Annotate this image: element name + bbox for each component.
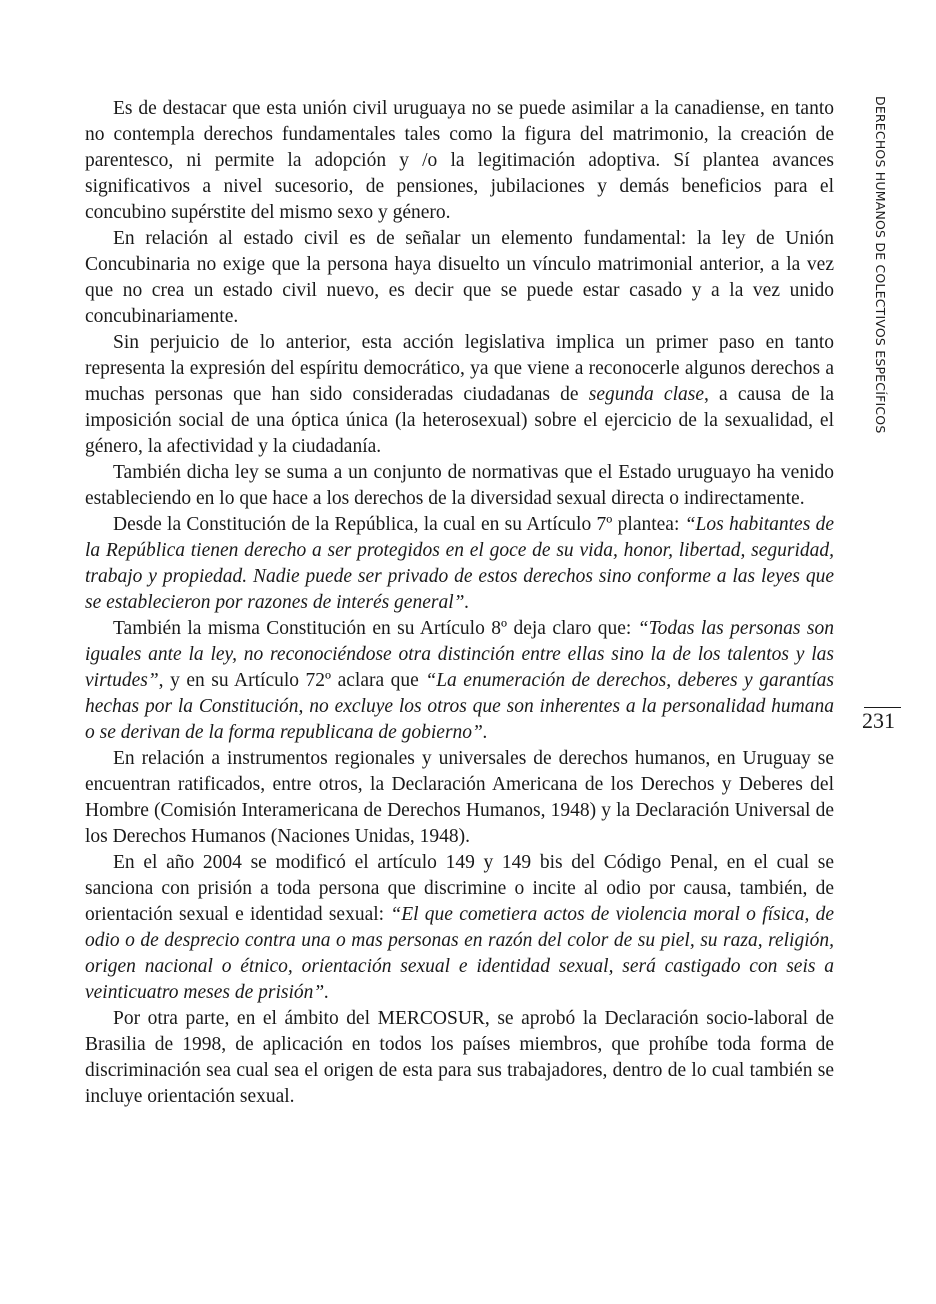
quotation: “La enumeración de derechos, deberes y garantías hechas por la Constitución, no excluye los otros que son inherentes a la personalidad humana o se derivan de la forma republicana de gobierno”.: [85, 670, 834, 743]
quotation: “Los habitantes de la República tienen derecho a ser protegidos en el goce de su vida, honor, libertad, seguridad, trabajo y propiedad. Nadie puede ser privado de estos derechos sino conforme a las leyes que se establecieron por razones de interés general”.: [85, 514, 834, 613]
page-number: 231: [862, 708, 895, 733]
running-head: DERECHOS HUMANOS DE COLECTIVOS ESPECÍFICOS: [873, 96, 888, 434]
paragraph: Sin perjuicio de lo anterior, esta acción legislativa implica un primer paso en tanto representa la expresión del espíritu democrático, ya que viene a reconocerle algunos derechos a muchas personas que han sido consideradas ciudadanas de segunda clase, a causa de la imposición social de una óptica única (la heterosexual) sobre el ejercicio de la sexualidad, el género, la afectividad y la ciudadanía.: [85, 332, 834, 457]
paragraph: También dicha ley se suma a un conjunto de normativas que el Estado uruguayo ha venido estableciendo en lo que hace a los derechos de la diversidad sexual directa o indirectamente.: [85, 462, 834, 509]
paragraph: Es de destacar que esta unión civil uruguaya no se puede asimilar a la canadiense, en tanto no contempla derechos fundamentales tales como la figura del matrimonio, la creación de parentesco, ni permite la adopción y /o la legitimación adoptiva. Sí plantea avances significativos a nivel sucesorio, de pensiones, jubilaciones y demás beneficios para el concubino supérstite del mismo sexo y género.: [85, 98, 834, 223]
paragraph: También la misma Constitución en su Artículo 8º deja claro que: “Todas las personas son iguales ante la ley, no reconociéndose otra distinción entre ellas sino la de los talentos y las virtudes”, y en su Artículo 72º aclara que “La enumeración de derechos, deberes y garantías hechas por la Constitución, no excluye los otros que son inherentes a la personalidad humana o se derivan de la forma republicana de gobierno”.: [85, 618, 835, 743]
paragraph: En relación al estado civil es de señalar un elemento fundamental: la ley de Unión Concubinaria no exige que la persona haya disuelto un vínculo matrimonial anterior, a la vez que no crea un estado civil nuevo, es decir que se puede estar casado y a la vez unido concubinariamente.: [85, 228, 834, 327]
paragraph: En relación a instrumentos regionales y universales de derechos humanos, en Uruguay se encuentran ratificados, entre otros, la Declaración Americana de los Derechos y Deberes del Hombre (Comisión Interamericana de Derechos Humanos, 1948) y la Declaración Universal de los Derechos Humanos (Naciones Unidas, 1948).: [85, 748, 834, 847]
body-text: [85, 96, 834, 1110]
paragraph: Por otra parte, en el ámbito del MERCOSUR, se aprobó la Declaración socio-laboral de Brasilia de 1998, de aplicación en todos los países miembros, que prohíbe toda forma de discriminación sea cual sea el origen de esta para sus trabajadores, dentro de lo cual también se incluye orientación sexual.: [85, 1008, 834, 1107]
paragraph: En el año 2004 se modificó el artículo 149 y 149 bis del Código Penal, en el cual se sanciona con prisión a toda persona que discrimine o incite al odio por causa, también, de orientación sexual e identidad sexual: “El que cometiera actos de violencia moral o física, de odio o de desprecio contra una o mas personas en razón del color de su piel, su raza, religión, origen nacional o étnico, orientación sexual e identidad sexual, será castigado con seis a veinticuatro meses de prisión”.: [85, 852, 834, 1003]
quotation: “Todas las personas son iguales ante la ley, no reconociéndose otra distinción entre ellas sino la de los talentos y las virtudes”: [85, 618, 835, 691]
italic-phrase: segunda clase: [588, 384, 704, 405]
paragraph: Desde la Constitución de la República, la cual en su Artículo 7º plantea: “Los habitantes de la República tienen derecho a ser protegidos en el goce de su vida, honor, libertad, seguridad, trabajo y propiedad. Nadie puede ser privado de estos derechos sino conforme a las leyes que se establecieron por razones de interés general”.: [85, 514, 834, 613]
quotation: “El que cometiera actos de violencia moral o física, de odio o de desprecio contra una o mas personas en razón del color de su piel, su raza, religión, origen nacional o étnico, orientación sexual e identidad sexual, será castigado con seis a veinticuatro meses de prisión”.: [85, 904, 834, 1003]
